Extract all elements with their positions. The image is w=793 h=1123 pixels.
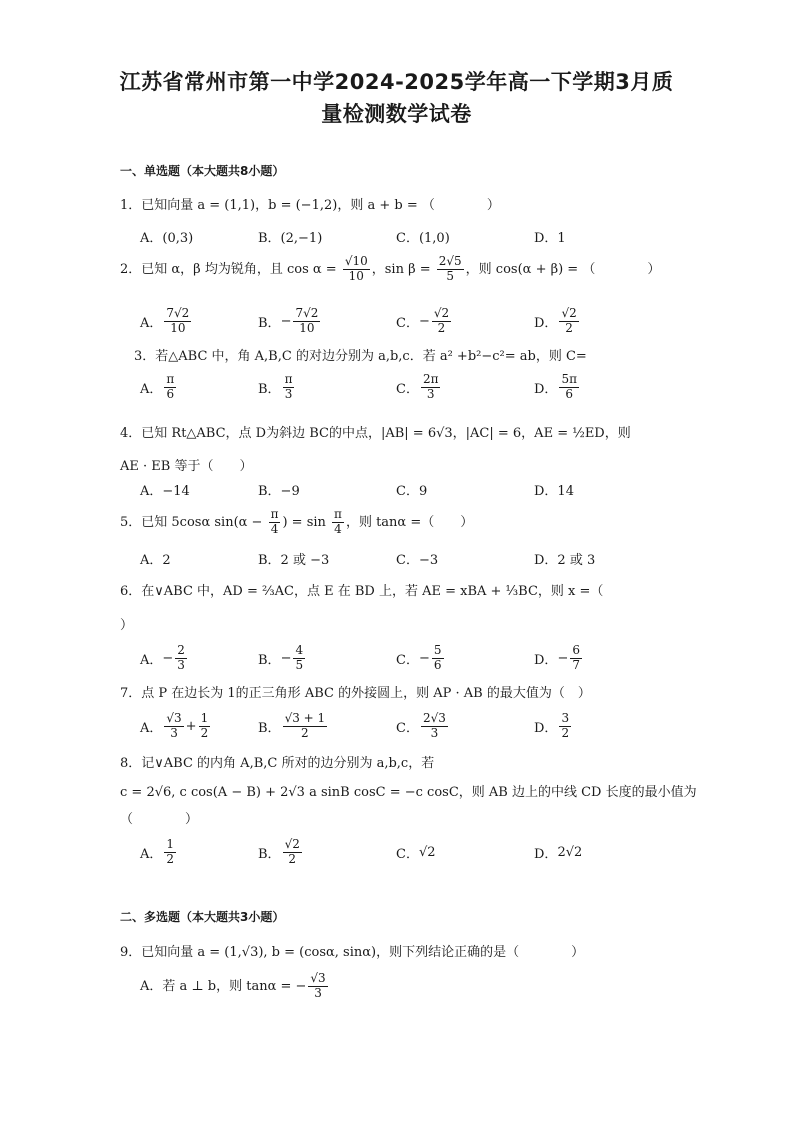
option-label: A． [140, 381, 163, 397]
question-4-options [140, 470, 760, 508]
fraction-numerator: √10 [344, 254, 368, 268]
question-4-stem-line-1: 4．已知 Rt△ABC，点 D为斜边 BC的中点，|AB| = 6√3，|AC| = 6，AE = ½ED，则 [120, 426, 631, 441]
option-d [534, 707, 573, 745]
q2-stem-part-a: 2．已知 α，β 均为锐角，且 cos α = [120, 261, 341, 277]
q2-stem-part-b: ，sin β = [371, 261, 435, 277]
option-d: D．14 [534, 483, 574, 499]
option-sign: − [280, 313, 292, 329]
section-heading-multiple-choice: 二、多选题（本大题共3小题） [120, 910, 285, 924]
q5-stem-part-a: 5．已知 5cosα sin(α − [120, 514, 267, 530]
exam-title-line-2: 量检测数学试卷 [321, 102, 472, 126]
option-fraction [570, 644, 582, 673]
option-sign: − [418, 313, 430, 329]
fraction-numerator: √2 [284, 836, 300, 851]
fraction-numerator: 6 [572, 642, 580, 657]
option-c [396, 707, 450, 745]
option-c [396, 368, 442, 406]
option-fraction [164, 712, 183, 741]
fraction-numerator: 1 [166, 836, 175, 851]
fraction-denominator: 2 [437, 320, 446, 335]
question-9-option-a [140, 972, 330, 1001]
fraction-denominator: 6 [565, 386, 574, 401]
fraction-numerator: π [166, 371, 175, 386]
option-fraction [559, 373, 579, 402]
question-5-stem [120, 508, 473, 537]
question-6-stem-line-2: ） [120, 618, 134, 633]
fraction-numerator: 2√5 [438, 254, 462, 268]
option-b [258, 639, 307, 677]
fraction-numerator: 5 [433, 642, 442, 657]
fraction-denominator: 10 [348, 268, 364, 283]
question-7-options [140, 707, 760, 745]
q5-stem-part-c: ，则 tanα =（ ） [345, 514, 474, 530]
option-label: A． [140, 720, 163, 736]
question-3-options [140, 368, 760, 406]
option-a [140, 302, 193, 340]
option-fraction [283, 373, 295, 402]
exam-title-line-1: 江苏省常州市第一中学2024-2025学年高一下学期3月质 [119, 70, 674, 94]
question-7-stem: 7．点 P 在边长为 1的正三角形 ABC 的外接圆上，则 AP · AB 的最大值为（ ） [120, 686, 591, 701]
plus-sign: + [185, 718, 197, 734]
option-label: D． [534, 846, 558, 862]
fraction-denominator: 7 [572, 657, 580, 672]
question-8-stem-line-2: c = 2√6, c cos(A − B) + 2√3 a sinB cosC = −c cosC，则 AB 边上的中线 CD 长度的最小值为 [120, 785, 697, 800]
option-label: D． [534, 720, 558, 736]
option-b: B．−9 [258, 483, 300, 499]
fraction-numerator: 1 [200, 710, 209, 725]
fraction-denominator: 6 [433, 657, 442, 672]
option-a: A．(0,3) [140, 230, 194, 246]
option-c: C．9 [396, 483, 428, 499]
fraction-numerator: √3 [166, 710, 182, 725]
option-c [396, 639, 446, 677]
option-d [534, 368, 581, 406]
fraction-numerator: √2 [433, 305, 450, 320]
fraction-numerator: 2 [177, 642, 185, 657]
option-label: A． [140, 652, 163, 668]
question-1-options [140, 217, 760, 255]
fraction-denominator: 4 [270, 521, 279, 536]
option-a [140, 707, 212, 745]
option-fraction [432, 644, 444, 673]
question-2-stem [120, 255, 660, 284]
option-label: C． [396, 381, 419, 397]
fraction-denominator: 3 [314, 985, 322, 1000]
option-fraction [559, 307, 578, 336]
option-label: B． [258, 720, 281, 736]
option-value: 2√2 [557, 844, 583, 860]
fraction-denominator: 2 [301, 725, 309, 740]
fraction-denominator: 5 [446, 268, 455, 283]
option-b: B．2 或 −3 [258, 552, 330, 568]
option-b [258, 302, 322, 340]
option-b [258, 707, 329, 745]
q5-stem-part-b: ) = sin [282, 514, 331, 530]
q5-fraction-2 [332, 508, 344, 537]
fraction-denominator: 3 [284, 386, 293, 401]
option-label: A． [140, 846, 163, 862]
fraction-denominator: 2 [561, 725, 570, 740]
question-9-stem: 9．已知向量 a = (1,√3), b = (cosα, sinα)，则下列结论正确的是（ ） [120, 945, 585, 960]
option-fraction [293, 307, 320, 336]
fraction-denominator: 3 [170, 725, 178, 740]
option-b [258, 368, 296, 406]
q5-fraction-1 [269, 508, 281, 537]
option-label: C． [396, 846, 419, 862]
option-fraction [293, 644, 305, 673]
option-fraction [175, 644, 187, 673]
question-1-stem: 1．已知向量 a = (1,1)，b = (−1,2)，则 a + b = （ ） [120, 198, 500, 213]
option-a: A．−14 [140, 483, 190, 499]
option-d [534, 302, 581, 340]
option-sign: − [162, 650, 174, 666]
fraction-denominator: 6 [166, 386, 175, 401]
option-a [140, 833, 178, 871]
question-8-stem-line-1: 8．记∨ABC 的内角 A,B,C 所对的边分别为 a,b,c，若 [120, 756, 435, 771]
option-a [140, 639, 189, 677]
option-label: B． [258, 652, 281, 668]
option-sign: − [418, 650, 430, 666]
section-heading-single-choice: 一、单选题（本大题共8小题） [120, 164, 285, 178]
question-6-stem-line-1: 6．在∨ABC 中，AD = ⅔AC，点 E 在 BD 上，若 AE = xBA + ⅓BC，则 x =（ [120, 584, 604, 599]
fraction-numerator: 7√2 [166, 305, 190, 320]
option-label: D． [534, 315, 558, 331]
option-sign: − [280, 650, 292, 666]
fraction-denominator: 5 [295, 657, 304, 672]
fraction-denominator: 2 [565, 320, 573, 335]
option-d [534, 833, 582, 871]
option-c: C．−3 [396, 552, 439, 568]
question-3-stem: 3．若△ABC 中，角 A,B,C 的对边分别为 a,b,c．若 a² +b²−c²= ab，则 C= [134, 349, 587, 364]
q2-fraction-cos [343, 255, 370, 284]
option-c [396, 833, 436, 871]
option-fraction [164, 838, 176, 867]
option-a-text: A．若 a ⊥ b，则 tanα = − [140, 978, 307, 994]
question-8-stem-line-3: （ ） [120, 812, 199, 827]
fraction-numerator: √3 [310, 971, 326, 985]
option-b [258, 833, 304, 871]
q2-stem-part-c: ，则 cos(α + β) = （ ） [465, 261, 661, 277]
option-label: D． [534, 652, 558, 668]
option-label: D． [534, 381, 558, 397]
option-d: D．1 [534, 230, 566, 246]
option-a [140, 368, 178, 406]
fraction-numerator: 2√3 [422, 710, 446, 725]
option-fraction [283, 838, 302, 867]
fraction-numerator: 3 [561, 710, 570, 725]
fraction-numerator: π [270, 507, 279, 521]
option-fraction-2 [199, 712, 211, 741]
fraction-denominator: 2 [200, 725, 209, 740]
option-c [396, 302, 453, 340]
option-value: √2 [418, 844, 436, 860]
question-6-options [140, 639, 760, 677]
fraction-numerator: √2 [561, 305, 577, 320]
fraction-denominator: 4 [334, 521, 342, 536]
fraction-numerator: π [334, 507, 342, 521]
fraction-denominator: 2 [288, 851, 297, 866]
fraction-numerator: π [284, 371, 293, 386]
option-label: B． [258, 315, 281, 331]
question-2-options [140, 302, 760, 340]
fraction-numerator: 4 [295, 642, 304, 657]
option-label: C． [396, 720, 419, 736]
option-sign: − [557, 650, 569, 666]
q2-fraction-sin [437, 255, 464, 284]
option-label: B． [258, 381, 281, 397]
option-c: C．(1,0) [396, 230, 450, 246]
fraction-numerator: 2π [422, 371, 439, 386]
fraction-denominator: 10 [170, 320, 186, 335]
option-label: A． [140, 315, 163, 331]
question-8-options [140, 833, 760, 871]
option-fraction [283, 712, 328, 741]
option-fraction [164, 373, 176, 402]
option-a: A．2 [140, 552, 171, 568]
fraction-numerator: 7√2 [295, 305, 319, 320]
question-4-stem-line-2: AE · EB 等于（ ） [120, 459, 253, 474]
option-fraction [421, 373, 441, 402]
fraction-denominator: 3 [177, 657, 185, 672]
fraction-numerator: 5π [561, 371, 577, 386]
option-label: B． [258, 846, 281, 862]
option-fraction [421, 712, 448, 741]
option-d: D．2 或 3 [534, 552, 596, 568]
question-5-options [140, 539, 760, 577]
option-label: C． [396, 315, 419, 331]
fraction-denominator: 3 [430, 725, 439, 740]
option-fraction [432, 307, 451, 336]
option-fraction [308, 972, 327, 1001]
option-fraction [164, 307, 191, 336]
option-b: B．(2,−1) [258, 230, 323, 246]
fraction-denominator: 2 [166, 851, 175, 866]
fraction-denominator: 10 [299, 320, 315, 335]
fraction-numerator: √3 + 1 [284, 710, 326, 725]
option-label: C． [396, 652, 419, 668]
fraction-denominator: 3 [426, 386, 435, 401]
option-fraction [559, 712, 571, 741]
option-d [534, 639, 584, 677]
